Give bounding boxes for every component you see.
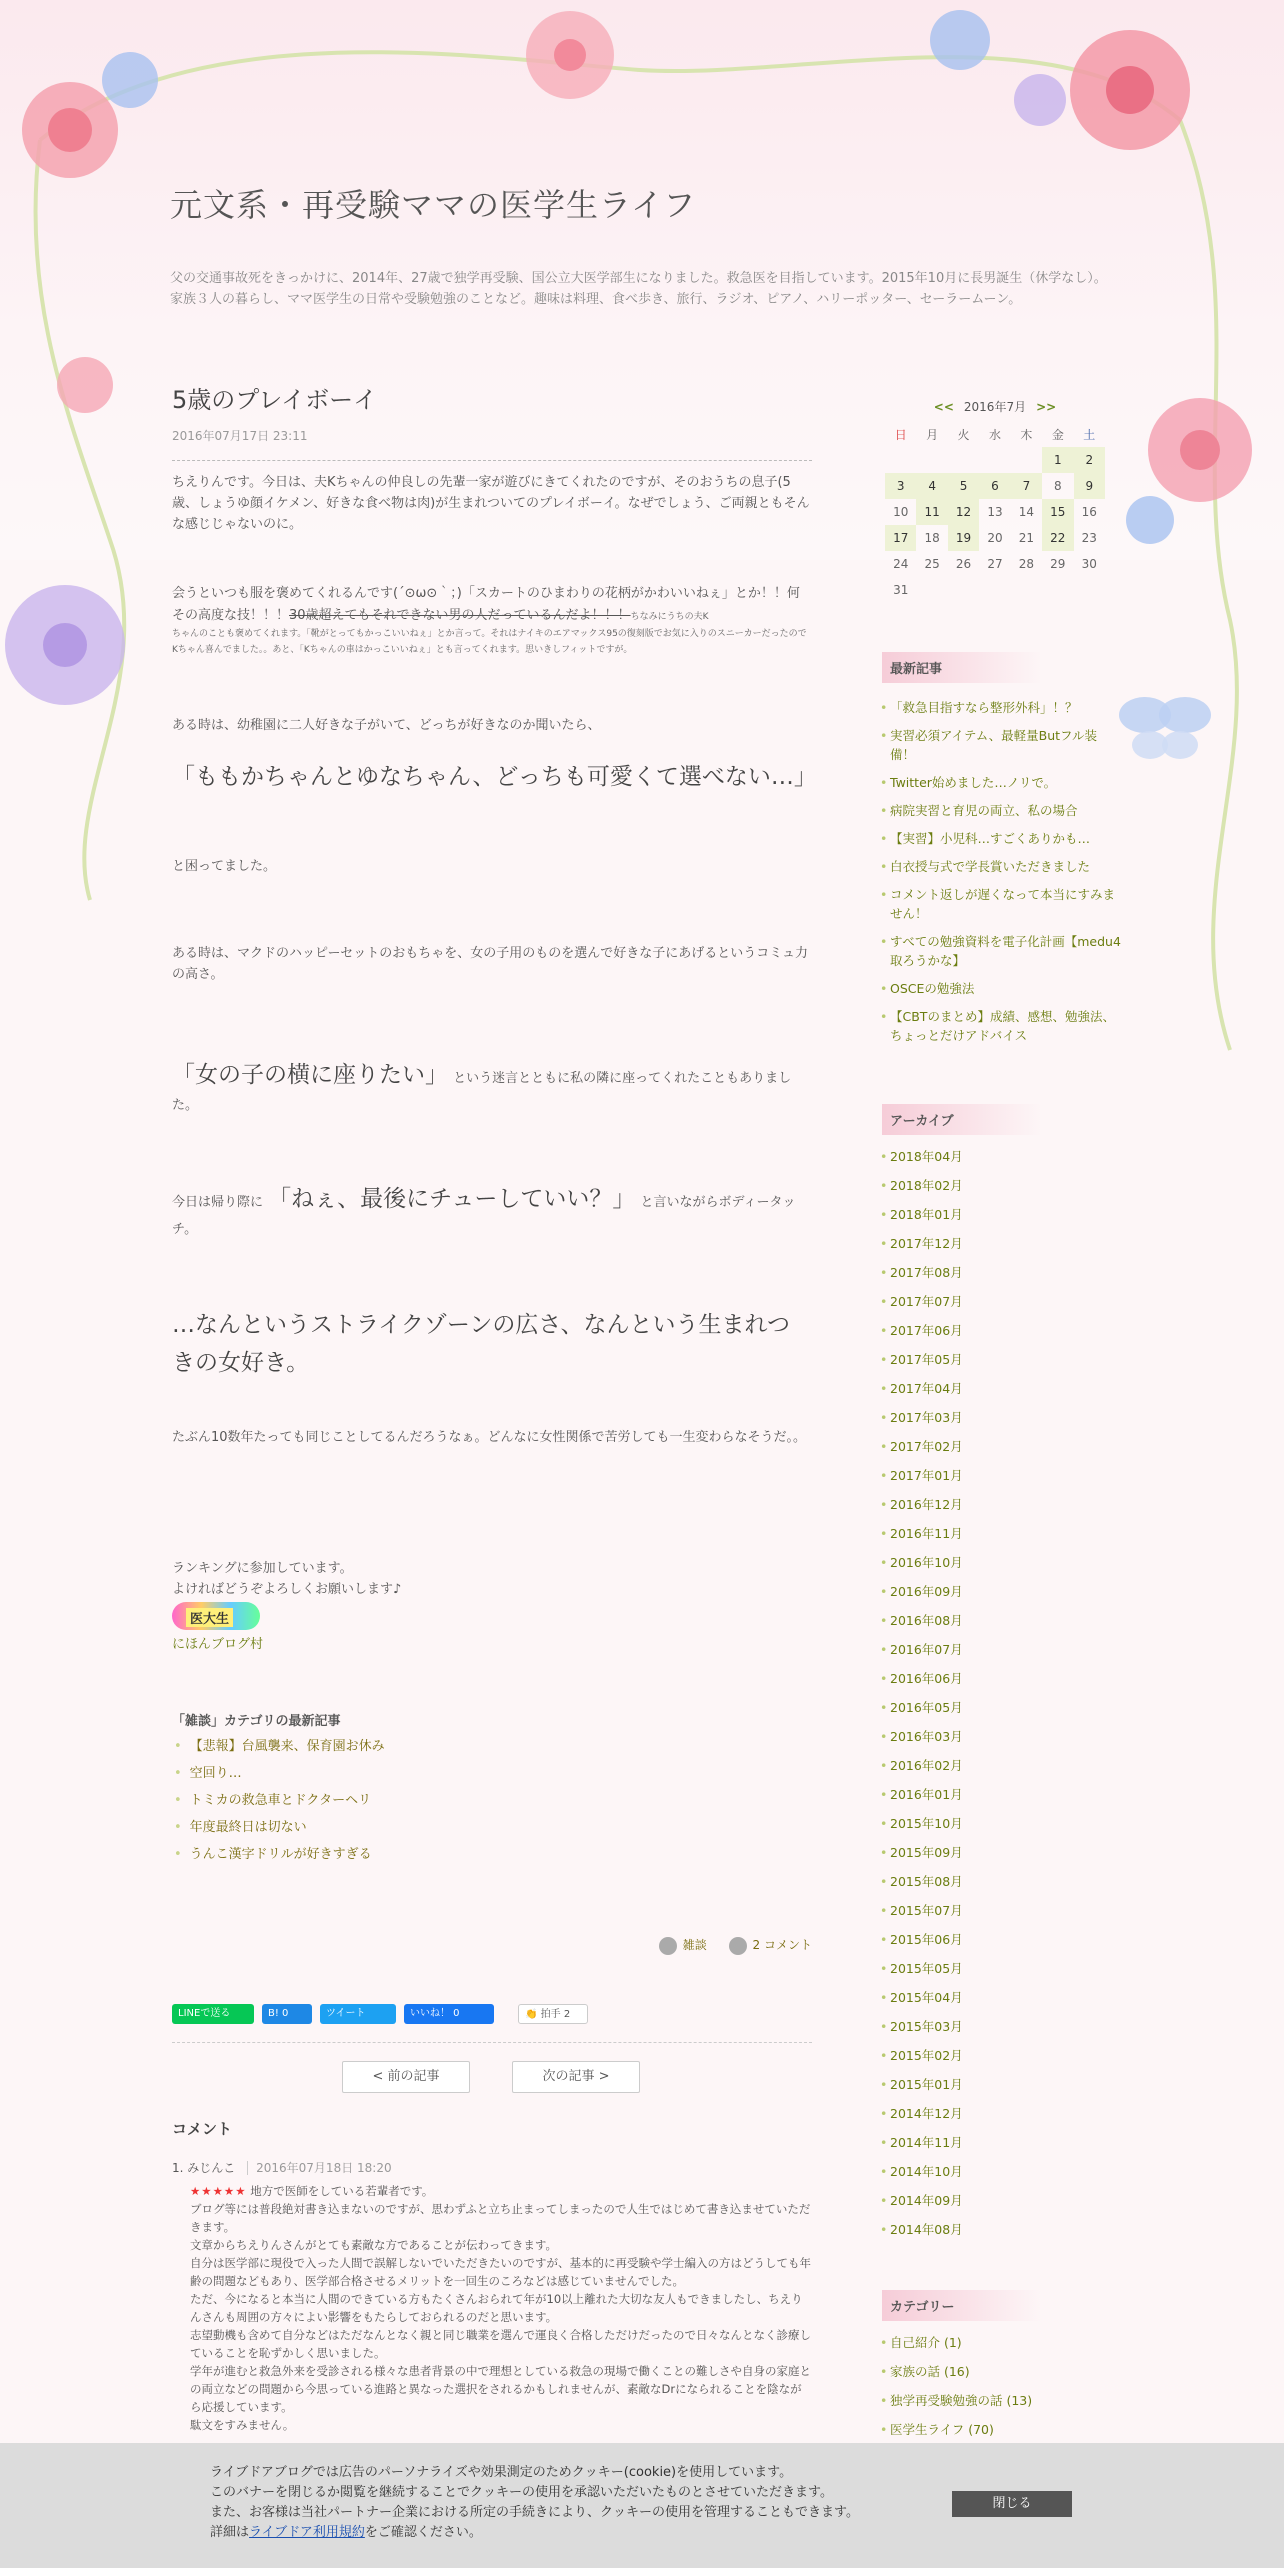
category-list (882, 2328, 1122, 2444)
clap-label: 拍手 (540, 2009, 561, 2020)
calendar-day[interactable]: 15 (1042, 499, 1073, 525)
article-title[interactable]: 5歳のプレイボーイ (172, 386, 378, 414)
calendar-day[interactable]: 11 (916, 499, 947, 525)
recent-post-link[interactable]: • 【CBTのまとめ】成績、感想、勉強法、ちょっとだけアドバイス (882, 1007, 1122, 1045)
calendar-day: 30 (1081, 557, 1097, 571)
kiss-post: と言いながらボディータッチ。 (172, 1195, 796, 1237)
comments-section (172, 2118, 812, 2434)
category-link[interactable]: • 自己紹介 (1) (882, 2328, 1122, 2357)
share-divider (172, 2042, 812, 2043)
calendar-empty (948, 577, 979, 603)
paragraph-kiss (172, 1180, 812, 1240)
calendar-day[interactable]: 1 (1042, 447, 1073, 473)
category-link[interactable]: • 独学再受験勉強の話 (13) (882, 2386, 1122, 2415)
calendar-weekday: 木 (1020, 427, 1033, 442)
archive-list (882, 1142, 1122, 2244)
calendar-empty (916, 447, 947, 473)
star-rating: ★★★★★ (190, 2184, 247, 2198)
calendar-weekday-row (885, 421, 1105, 447)
paragraph-compliments (172, 582, 812, 658)
calendar-day: 25 (924, 557, 940, 571)
quote-strike-zone: …なんというストライクゾーンの広さ、なんという生まれつきの女好き。 (172, 1312, 791, 1376)
calendar-day: 21 (1018, 531, 1035, 545)
archive-link[interactable]: • 2016年06月 (882, 1664, 1122, 1693)
calendar-day[interactable]: 5 (948, 473, 979, 499)
meta-category-link[interactable]: 雑談 (682, 1938, 707, 1952)
archive-link[interactable]: • 2017年04月 (882, 1374, 1122, 1403)
quote-sit: 「女の子の横に座りたい」 (172, 1062, 448, 1088)
ranking-banner[interactable] (172, 1602, 812, 1634)
recent-post-link[interactable]: • コメント返しが遅くなって本当にすみません！ (882, 885, 1122, 923)
calendar-weekday: 水 (988, 427, 1001, 442)
calendar-empty (979, 447, 1010, 473)
calendar-week (885, 447, 1105, 473)
article-date: 2016年07月17日 23:11 (172, 429, 308, 443)
calendar-week (885, 473, 1105, 499)
calendar-weekday: 土 (1083, 427, 1096, 442)
calendar-day: 29 (1050, 557, 1066, 571)
archive-link[interactable]: • 2015年07月 (882, 1896, 1122, 1925)
recent-post-link[interactable]: • OSCEの勉強法 (882, 979, 1122, 998)
archive-link[interactable]: • 2016年12月 (882, 1490, 1122, 1519)
quote-kiss: 「ねぇ、最後にチューしていい？」 (268, 1186, 636, 1212)
recent-post-link[interactable]: • 【実習】小児科…すごくありかも… (882, 829, 1122, 848)
recent-post-link[interactable]: • すべての勉強資料を電子化計画【medu4取ろうかな】 (882, 932, 1122, 970)
recent-posts-list (882, 698, 1122, 1054)
calendar-title: 2016年7月 (963, 400, 1027, 414)
cookie-terms-post: をご確認ください。 (364, 2525, 482, 2540)
recent-post-link[interactable]: • 病院実習と育児の両立、私の場合 (882, 801, 1122, 820)
paragraph-happyset: ある時は、マクドのハッピーセットのおもちゃを、女の子用のものを選んで好きな子にあげるというコミュ力の高さ。 (172, 946, 808, 982)
recent-post-link[interactable]: • 白衣授与式で学長賞いただきました (882, 857, 1122, 876)
calendar-day: 24 (893, 557, 909, 571)
archive-link[interactable]: • 2017年01月 (882, 1461, 1122, 1490)
archive-link[interactable]: • 2017年06月 (882, 1316, 1122, 1345)
archive-link[interactable]: • 2017年05月 (882, 1345, 1122, 1374)
calendar-empty (1011, 447, 1042, 473)
calendar-day: 27 (987, 557, 1003, 571)
calendar-day: 14 (1018, 505, 1035, 519)
line-share-button[interactable]: LINEで送る (172, 2004, 254, 2024)
archive-link[interactable]: • 2014年12月 (882, 2099, 1122, 2128)
archive-link[interactable]: • 2017年08月 (882, 1258, 1122, 1287)
calendar-day[interactable]: 12 (948, 499, 979, 525)
comment-line: 文章からちえりんさんがとても素敵な方であることが伝わってきます。 (190, 2238, 557, 2252)
recent-post-link[interactable]: • 実習必須アイテム、最軽量Butフル装備！ (882, 726, 1122, 764)
recent-post-link[interactable]: • Twitter始めました…ノリで。 (882, 773, 1122, 792)
calendar-day: 8 (1054, 479, 1062, 493)
comment-date: 2016年07月18日 18:20 (247, 2161, 391, 2175)
blog-header (170, 180, 1120, 310)
comment-line: 自分は医学部に現役で入った人間で誤解しないでいただきたいのですが、基本的に再受験や学士編入の方はどうしても年齢の問題などもあり、医学部合格させるメリットを一回生のころなどは感じていませんでした。 (190, 2256, 811, 2288)
facebook-like-button[interactable]: いいね！ 0 (404, 2004, 494, 2024)
calendar-day[interactable]: 6 (979, 473, 1010, 499)
sit-text: という迷言とともに私の隣に座ってくれたこともありました。 (172, 1071, 792, 1113)
archive-link[interactable]: • 2017年02月 (882, 1432, 1122, 1461)
comment-line: 学年が進むと救急外来を受診される様々な患者背景の中で理想としている救急の現場で働くことの難しさや自身の家庭との両立などの問題から今思っている進路と異なった選択をされるかもしれませんが、素敵なDrになられることを陰ながら応援しています。 (190, 2364, 811, 2414)
calendar-empty (1042, 577, 1073, 603)
calendar-day: 18 (924, 531, 940, 545)
blogmura-link[interactable]: にほんブログ村 (172, 1637, 264, 1652)
category-recent-title: 「雑談」カテゴリの最新記事 (172, 1714, 341, 1729)
archive-link[interactable]: • 2016年01月 (882, 1780, 1122, 1809)
ranking-request: よければどうぞよろしくお願いします♪ (172, 1582, 402, 1597)
category-recent-item[interactable]: • 空回り… (172, 1760, 812, 1787)
archive-link[interactable]: • 2015年09月 (882, 1838, 1122, 1867)
prev-article-button[interactable]: < 前の記事 (342, 2061, 470, 2093)
calendar-empty (885, 447, 916, 473)
cookie-line: ライブドアブログでは広告のパーソナライズや効果測定のためクッキー(cookie)を使用しています。 (210, 2465, 793, 2480)
cookie-terms-pre: 詳細は (210, 2525, 250, 2540)
blogmura-banner[interactable] (172, 1602, 260, 1630)
archive-link[interactable]: • 2014年10月 (882, 2157, 1122, 2186)
calendar-empty (916, 577, 947, 603)
category-recent-item[interactable]: • うんこ漢字ドリルが好きすぎる (172, 1841, 812, 1868)
archive-link[interactable]: • 2014年08月 (882, 2215, 1122, 2244)
calendar-day[interactable]: 3 (885, 473, 916, 499)
category-link[interactable]: • 家族の話 (16) (882, 2357, 1122, 2386)
folder-icon (659, 1937, 677, 1955)
calendar-weekday: 火 (957, 427, 970, 442)
calendar-week (885, 499, 1105, 525)
calendar-weekday: 金 (1051, 427, 1064, 442)
paragraph-troubled: と困ってました。 (172, 859, 277, 874)
meta-comments-link[interactable]: 2 コメント (752, 1938, 812, 1952)
cookie-line-terms (210, 2523, 859, 2543)
comment-line: ブログ等には普段絶対書き込まないのですが、思わずふと立ち止まってしまったので人生ではじめて書き込ませていただきます。 (190, 2202, 811, 2234)
kiss-pre: 今日は帰り際に (172, 1195, 264, 1210)
cookie-line: また、お客様は当社パートナー企業における所定の手続きにより、クッキーの使用を管理することもできます。 (210, 2505, 859, 2520)
category-recent-item[interactable]: • 【悲報】台風襲来、保育園お休み (172, 1733, 812, 1760)
compliment-text: 会うといつも服を褒めてくれるんです(´⊙ω⊙｀；)「スカートのひまわりの花柄がかわいいねぇ」とか！！何その高度な技！！！ (172, 586, 800, 623)
archive-link[interactable]: • 2016年03月 (882, 1722, 1122, 1751)
archive-link[interactable]: • 2016年10月 (882, 1548, 1122, 1577)
category-recent-list (172, 1733, 812, 1868)
comment-author: みじんこ (187, 2161, 236, 2175)
cookie-close-button[interactable]: 閉じる (952, 2491, 1072, 2517)
archive-link[interactable]: • 2018年01月 (882, 1200, 1122, 1229)
calendar-day: 10 (893, 505, 909, 519)
comment-line: ただ、今になると本当に人間のできている方もたくさんおられて年が10以上離れた大切な友人もできましたし、ちえりんさんも周囲の方々によい影響をもたらしておられるのだと思います。 (190, 2292, 803, 2324)
archive-link[interactable]: • 2018年02月 (882, 1171, 1122, 1200)
terms-link[interactable]: ライブドア利用規約 (249, 2525, 365, 2540)
comment-body (172, 2182, 812, 2434)
clap-button[interactable] (518, 2004, 588, 2024)
category-recent-item[interactable]: • 年度最終日は切ない (172, 1814, 812, 1841)
archive-link[interactable]: • 2015年04月 (882, 1983, 1122, 2012)
calendar-day[interactable]: 7 (1011, 473, 1042, 499)
archive-link[interactable]: • 2015年03月 (882, 2012, 1122, 2041)
sidebar (882, 380, 1122, 2437)
calendar-weekday: 日 (894, 427, 907, 442)
category-link[interactable]: • 医学生ライフ (70) (882, 2415, 1122, 2444)
calendar-day: 23 (1081, 531, 1097, 545)
archive-link[interactable]: • 2015年06月 (882, 1925, 1122, 1954)
calendar-day[interactable]: 22 (1042, 525, 1073, 551)
calendar-prev-button[interactable]: << (933, 400, 954, 414)
calendar-header (882, 398, 1108, 415)
blog-title[interactable]: 元文系・再受験ママの医学生ライフ (170, 186, 697, 224)
article-main (172, 380, 817, 2432)
tweet-button[interactable]: ツイート (320, 2004, 396, 2024)
paragraph-future: たぶん10数年たっても同じことしてるんだろうなぁ。どんなに女性関係で苦労しても一生変わらなそうだ。。 (172, 1430, 807, 1445)
calendar-day[interactable]: 2 (1074, 447, 1105, 473)
archive-link[interactable]: • 2016年09月 (882, 1577, 1122, 1606)
clap-count: 2 (563, 2009, 571, 2020)
calendar-week (885, 525, 1105, 551)
quote-choose: 「ももかちゃんとゆなちゃん、どっちも可愛くて選べない…」 (172, 764, 817, 790)
archive-link[interactable]: • 2016年05月 (882, 1693, 1122, 1722)
archive-link[interactable]: • 2015年08月 (882, 1867, 1122, 1896)
archive-link[interactable]: • 2015年01月 (882, 2070, 1122, 2099)
ranking-text: ランキングに参加しています。 (172, 1561, 353, 1576)
cookie-line: このバナーを閉じるか閲覧を継続することでクッキーの使用を承認いただいたものとさせていただきます。 (210, 2485, 833, 2500)
calendar-week (885, 551, 1105, 577)
comment-header (172, 2159, 812, 2176)
calendar-day: 26 (955, 557, 972, 571)
archive-link[interactable]: • 2017年07月 (882, 1287, 1122, 1316)
title-divider (172, 460, 812, 461)
calendar-day[interactable]: 9 (1074, 473, 1105, 499)
calendar-empty (1074, 577, 1105, 603)
archive-link[interactable]: • 2016年02月 (882, 1751, 1122, 1780)
recent-posts-heading: 最新記事 (882, 652, 1042, 683)
note-inline: ちなみにうちの夫K (630, 612, 709, 622)
comment-number: 1. (172, 2161, 184, 2175)
blog-description: 父の交通事故死をきっかけに、2014年、27歳で独学再受験、国公立大医学部生になりました。救急医を目指しています。2015年10月に長男誕生（休学なし）。家族３人の暮らし、ママ医学生の日常や受験勉強のことなど。趣味は料理、食べ歩き、旅行、ラジオ、ピアノ、ハリーポッター、セーラームーン。 (170, 271, 1107, 307)
calendar-day: 16 (1081, 505, 1097, 519)
calendar-empty (948, 447, 979, 473)
archive-link[interactable]: • 2016年11月 (882, 1519, 1122, 1548)
archive-link[interactable]: • 2016年07月 (882, 1635, 1122, 1664)
banner-label: 医大生 (186, 1608, 233, 1627)
archive-heading: アーカイブ (882, 1104, 1042, 1135)
calendar-day[interactable]: 4 (916, 473, 947, 499)
archive-link[interactable]: • 2016年08月 (882, 1606, 1122, 1635)
archive-link[interactable]: • 2015年02月 (882, 2041, 1122, 2070)
archive-link[interactable]: • 2015年10月 (882, 1809, 1122, 1838)
calendar-day: 20 (987, 531, 1003, 545)
cookie-text (210, 2463, 859, 2543)
paragraph-kindergarten: ある時は、幼稚園に二人好きな子がいて、どっちが好きなのか聞いたら、 (172, 718, 601, 733)
archive-link[interactable]: • 2017年12月 (882, 1229, 1122, 1258)
comment-line: 駄文をすみません。 (190, 2418, 295, 2432)
article-meta (659, 1936, 812, 1955)
archive-link[interactable]: • 2017年03月 (882, 1403, 1122, 1432)
note-small: ちゃんのことも褒めてくれます。「靴がとってもかっこいいねぇ」とか言って。それはナイキのエアマックス95の復刻版でお気に入りのスニーカーだったのでKちゃん喜んでました。。あと、「Kちゃんの車はかっこいいねぇ」とも言ってくれます。思いきしフィットですが。 (172, 629, 807, 655)
strikethrough-text: 30歳超えてもそれできない男の人だっているんだよ！！！ (289, 608, 631, 623)
calendar-day: 28 (1018, 557, 1035, 571)
calendar-empty (1011, 577, 1042, 603)
cookie-banner (0, 2443, 1284, 2568)
calendar-day[interactable]: 19 (948, 525, 979, 551)
calendar-next-button[interactable]: >> (1036, 400, 1057, 414)
category-heading: カテゴリー (882, 2290, 1042, 2321)
recent-post-link[interactable]: • 「救急目指すなら整形外科」！？ (882, 698, 1122, 717)
paragraph-intro: ちえりんです。今日は、夫Kちゃんの仲良しの先輩一家が遊びにきてくれたのですが、そのおうちの息子(5歳、しょうゆ顔イケメン、好きな食べ物は肉)が生まれついてのプレイボーイ。なぜでしょう、ご両親ともそんな感じじゃないのに。 (172, 475, 810, 532)
calendar-week (885, 577, 1105, 603)
archive-link[interactable]: • 2014年09月 (882, 2186, 1122, 2215)
paragraph-sit-next (172, 1056, 812, 1116)
archive-link[interactable]: • 2014年11月 (882, 2128, 1122, 2157)
calendar-day[interactable]: 17 (885, 525, 916, 551)
comment-line: 志望動機も含めて自分などはただなんとなく親と同じ職業を選んで運良く合格しただけだったので日々なんとなく診療していることを恥ずかしく思いました。 (190, 2328, 811, 2360)
comment-line: 地方で医師をしている若輩者です。 (250, 2184, 434, 2198)
comment-icon (729, 1937, 747, 1955)
comments-heading: コメント (172, 2120, 233, 2138)
calendar-day: 31 (893, 583, 909, 597)
archive-link[interactable]: • 2015年05月 (882, 1954, 1122, 1983)
calendar-weekday: 月 (926, 427, 939, 442)
category-recent (172, 1710, 812, 1868)
calendar-day: 13 (987, 505, 1003, 519)
calendar (885, 421, 1105, 603)
calendar-empty (979, 577, 1010, 603)
next-article-button[interactable]: 次の記事 > (512, 2061, 640, 2093)
category-recent-item[interactable]: • トミカの救急車とドクターヘリ (172, 1787, 812, 1814)
clap-icon: 👏 (525, 2009, 538, 2020)
archive-link[interactable]: • 2018年04月 (882, 1142, 1122, 1171)
butterfly-icon (1119, 697, 1211, 759)
hatena-bookmark-button[interactable]: B! 0 (262, 2004, 312, 2024)
